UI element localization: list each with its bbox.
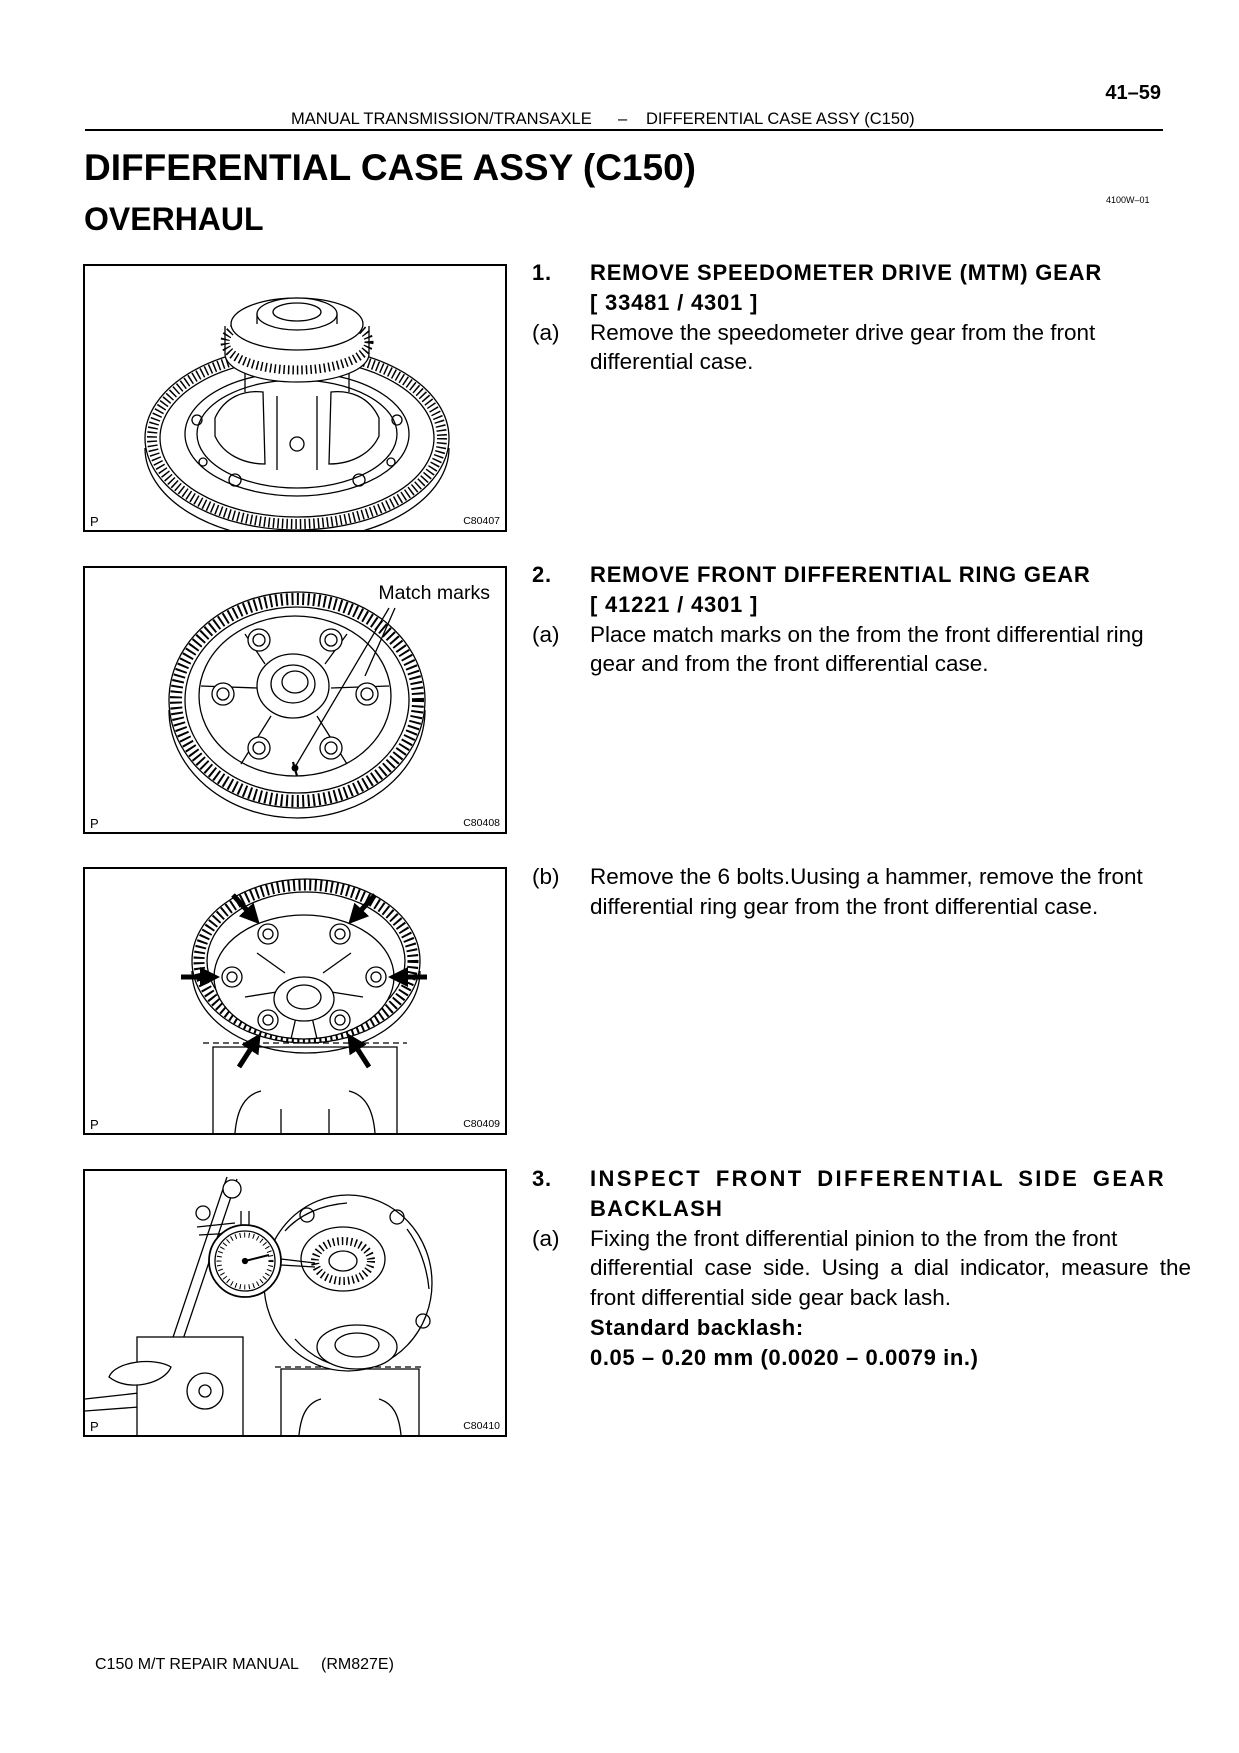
figure-speedometer-gear [83, 264, 507, 532]
figure-code: C80409 [463, 1118, 500, 1130]
clamp-knob [196, 1206, 210, 1220]
substep-text: differential case side. Using a dial indicator, measure the [590, 1255, 1191, 1281]
figure-corner-mark: P [90, 514, 99, 529]
bolt-head [248, 737, 270, 759]
bolt-head [258, 1010, 278, 1030]
step-title-continued: BACKLASH [590, 1195, 724, 1221]
ring-gear-bolts-illustration [85, 869, 505, 1133]
figure-code: C80407 [463, 515, 500, 527]
vise-jaw-left [235, 1091, 261, 1133]
page-subtitle: OVERHAUL [84, 201, 264, 237]
dial-indicator-illustration [85, 1171, 505, 1435]
substep-label: (a) [532, 319, 560, 345]
bolt-head [212, 683, 234, 705]
figure-backlash-inspection [83, 1169, 507, 1437]
substep-label: (a) [532, 621, 560, 647]
magnetic-base [137, 1337, 243, 1435]
header-rule [85, 129, 1163, 131]
substep-text: Place match marks on the from the front differential ring [590, 621, 1144, 647]
step-3 [532, 1164, 1212, 1373]
step-title: REMOVE FRONT DIFFERENTIAL RING GEAR [590, 562, 1091, 587]
bolt-head [330, 924, 350, 944]
substep-text: differential ring gear from the front differential case. [590, 893, 1099, 919]
step-title: REMOVE SPEEDOMETER DRIVE (MTM) GEAR [590, 260, 1103, 285]
running-head-section: MANUAL TRANSMISSION/TRANSAXLE [291, 110, 592, 128]
figure-corner-mark: P [90, 816, 99, 831]
step-title: INSPECT FRONT DIFFERENTIAL SIDE GEAR [590, 1166, 1166, 1191]
substep-text: Remove the 6 bolts.Uusing a hammer, remove the front [590, 864, 1143, 889]
dial-center [243, 1259, 248, 1264]
case-hub [317, 1325, 397, 1369]
speedometer-drive-gear [225, 298, 369, 382]
part-number-reference: [ 33481 / 4301 ] [590, 289, 759, 315]
match-marks-callout: Match marks [378, 582, 490, 604]
specification-value: 0.05 – 0.20 mm (0.0020 – 0.0079 in.) [590, 1344, 979, 1370]
vise-jaw-left [299, 1399, 321, 1435]
case-hub [257, 654, 329, 718]
bolt-head [258, 924, 278, 944]
substep-label: (b) [532, 864, 560, 889]
substep-text: differential case. [590, 349, 754, 375]
case-hub [274, 977, 334, 1021]
figure-ring-gear-bolts [83, 867, 507, 1135]
step-number: 1. [532, 260, 552, 285]
bolt-head [356, 683, 378, 705]
bolt-head [248, 629, 270, 651]
substep-text: Fixing the front differential pinion to the from the front [590, 1225, 1118, 1251]
vise-body [281, 1369, 419, 1435]
step-1 [532, 258, 1212, 377]
stand-knob [223, 1180, 241, 1198]
step-number: 2. [532, 562, 552, 587]
figure-ring-gear-match-marks [83, 566, 507, 834]
document-code: 4100W–01 [1106, 195, 1150, 205]
footer-manual-name: C150 M/T REPAIR MANUAL [95, 1656, 299, 1673]
bolt-head [366, 967, 386, 987]
page-title: DIFFERENTIAL CASE ASSY (C150) [84, 147, 696, 188]
running-head-separator: – [618, 110, 628, 128]
figure-code: C80408 [463, 817, 500, 829]
page-number: 41–59 [1105, 82, 1161, 104]
ring-gear-match-marks-illustration [85, 568, 505, 832]
footer-manual-code: (RM827E) [321, 1656, 394, 1673]
bolt-head [330, 1010, 350, 1030]
dial-indicator-stand [109, 1177, 243, 1435]
bolt-head [320, 737, 342, 759]
substep-text: front differential side gear back lash. [590, 1285, 952, 1311]
bolt-head [222, 967, 242, 987]
figure-corner-mark: P [90, 1419, 99, 1434]
figure-code: C80410 [463, 1420, 500, 1432]
step-2-substep-b [532, 862, 1212, 922]
speedometer-gear-illustration [85, 266, 505, 530]
part-number-reference: [ 41221 / 4301 ] [590, 591, 759, 617]
specification-label: Standard backlash: [590, 1314, 804, 1340]
bolt-head [320, 629, 342, 651]
work-bench-edge [85, 1393, 139, 1411]
vise-jaw-right [379, 1399, 401, 1435]
substep-text: Remove the speedometer drive gear from the front [590, 319, 1096, 345]
figure-corner-mark: P [90, 1117, 99, 1132]
running-head-subsection: DIFFERENTIAL CASE ASSY (C150) [646, 110, 915, 128]
vise-jaw-right [349, 1091, 375, 1133]
dial-stem-top [241, 1211, 249, 1225]
vise-center [281, 1109, 329, 1133]
step-2 [532, 560, 1212, 679]
substep-label: (a) [532, 1225, 560, 1251]
step-number: 3. [532, 1166, 552, 1191]
substep-text: gear and from the front differential case. [590, 651, 989, 677]
